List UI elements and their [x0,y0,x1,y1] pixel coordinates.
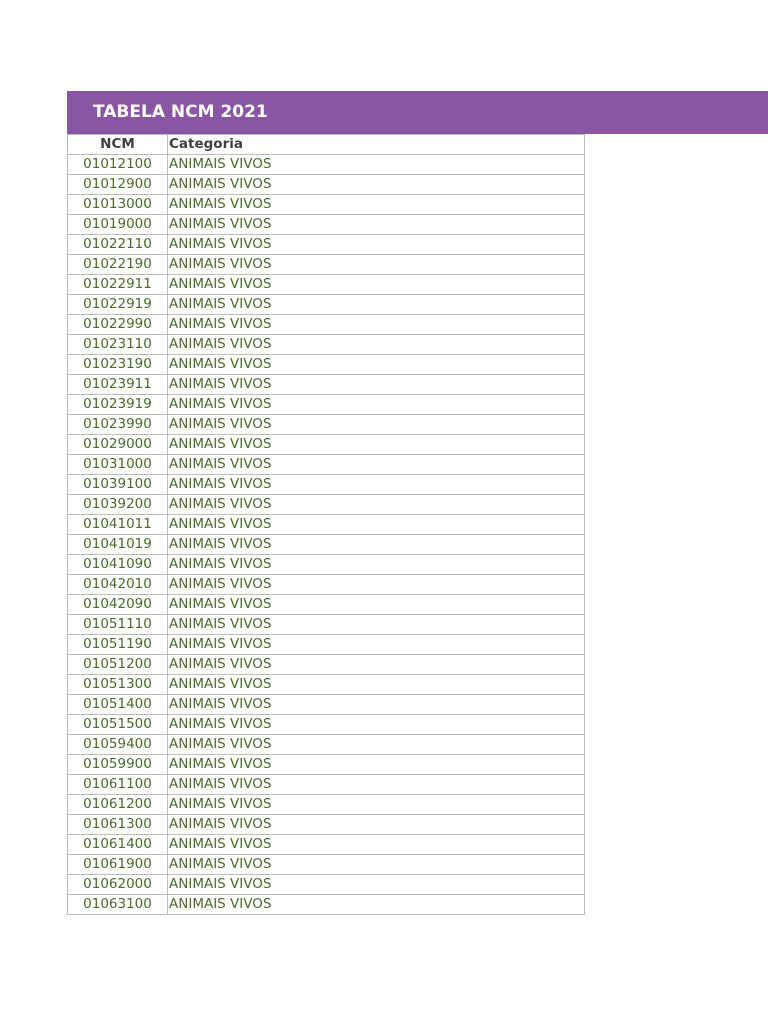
categoria-cell: ANIMAIS VIVOS [168,695,585,715]
ncm-cell: 01022911 [68,275,168,295]
categoria-cell: ANIMAIS VIVOS [168,395,585,415]
categoria-cell: ANIMAIS VIVOS [168,615,585,635]
categoria-cell: ANIMAIS VIVOS [168,215,585,235]
ncm-cell: 01061100 [68,775,168,795]
ncm-cell: 01022190 [68,255,168,275]
table-row [68,375,585,395]
table-row [68,195,585,215]
ncm-cell: 01031000 [68,455,168,475]
table-row [68,295,585,315]
table-row [68,175,585,195]
table-row [68,155,585,175]
table-row [68,515,585,535]
page-title: TABELA NCM 2021 [93,102,268,122]
ncm-cell: 01039200 [68,495,168,515]
categoria-cell: ANIMAIS VIVOS [168,175,585,195]
ncm-cell: 01051400 [68,695,168,715]
ncm-cell: 01039100 [68,475,168,495]
ncm-cell: 01023919 [68,395,168,415]
ncm-cell: 01051110 [68,615,168,635]
categoria-cell: ANIMAIS VIVOS [168,795,585,815]
categoria-cell: ANIMAIS VIVOS [168,535,585,555]
categoria-cell: ANIMAIS VIVOS [168,715,585,735]
table-row [68,535,585,555]
categoria-cell: ANIMAIS VIVOS [168,495,585,515]
table-row [68,575,585,595]
categoria-cell: ANIMAIS VIVOS [168,735,585,755]
ncm-cell: 01041019 [68,535,168,555]
categoria-cell: ANIMAIS VIVOS [168,355,585,375]
column-header-categoria: Categoria [168,135,585,155]
categoria-cell: ANIMAIS VIVOS [168,155,585,175]
ncm-cell: 01041011 [68,515,168,535]
table-row [68,255,585,275]
table-row [68,675,585,695]
table-row [68,895,585,915]
table-row [68,855,585,875]
categoria-cell: ANIMAIS VIVOS [168,415,585,435]
categoria-cell: ANIMAIS VIVOS [168,195,585,215]
categoria-cell: ANIMAIS VIVOS [168,275,585,295]
table-row [68,795,585,815]
ncm-cell: 01061200 [68,795,168,815]
ncm-cell: 01051500 [68,715,168,735]
table-row [68,395,585,415]
categoria-cell: ANIMAIS VIVOS [168,655,585,675]
table-row [68,315,585,335]
categoria-cell: ANIMAIS VIVOS [168,455,585,475]
ncm-cell: 01022990 [68,315,168,335]
categoria-cell: ANIMAIS VIVOS [168,335,585,355]
ncm-cell: 01022110 [68,235,168,255]
table-header [68,135,585,155]
categoria-cell: ANIMAIS VIVOS [168,375,585,395]
ncm-cell: 01059400 [68,735,168,755]
ncm-cell: 01061400 [68,835,168,855]
categoria-cell: ANIMAIS VIVOS [168,835,585,855]
ncm-cell: 01041090 [68,555,168,575]
table-row [68,835,585,855]
categoria-cell: ANIMAIS VIVOS [168,595,585,615]
table-row [68,715,585,735]
ncm-cell: 01042010 [68,575,168,595]
table-row [68,235,585,255]
categoria-cell: ANIMAIS VIVOS [168,855,585,875]
header-row [68,135,585,155]
categoria-cell: ANIMAIS VIVOS [168,295,585,315]
table-row [68,495,585,515]
ncm-cell: 01029000 [68,435,168,455]
categoria-cell: ANIMAIS VIVOS [168,555,585,575]
table-row [68,435,585,455]
table-row [68,275,585,295]
categoria-cell: ANIMAIS VIVOS [168,515,585,535]
table-row [68,695,585,715]
table-body [68,155,585,915]
ncm-cell: 01023911 [68,375,168,395]
categoria-cell: ANIMAIS VIVOS [168,475,585,495]
categoria-cell: ANIMAIS VIVOS [168,675,585,695]
categoria-cell: ANIMAIS VIVOS [168,255,585,275]
table-row [68,655,585,675]
ncm-cell: 01063100 [68,895,168,915]
table-row [68,215,585,235]
ncm-cell: 01059900 [68,755,168,775]
table-row [68,455,585,475]
ncm-cell: 01022919 [68,295,168,315]
ncm-cell: 01019000 [68,215,168,235]
column-header-ncm: NCM [68,135,168,155]
table-row [68,775,585,795]
table-row [68,735,585,755]
ncm-cell: 01061300 [68,815,168,835]
categoria-cell: ANIMAIS VIVOS [168,575,585,595]
table-row [68,415,585,435]
ncm-cell: 01023190 [68,355,168,375]
categoria-cell: ANIMAIS VIVOS [168,815,585,835]
table-row [68,555,585,575]
ncm-cell: 01062000 [68,875,168,895]
categoria-cell: ANIMAIS VIVOS [168,315,585,335]
ncm-cell: 01023110 [68,335,168,355]
ncm-cell: 01051190 [68,635,168,655]
table-row [68,815,585,835]
table-row [68,875,585,895]
ncm-cell: 01013000 [68,195,168,215]
title-bar [67,91,768,134]
categoria-cell: ANIMAIS VIVOS [168,775,585,795]
ncm-cell: 01012900 [68,175,168,195]
categoria-cell: ANIMAIS VIVOS [168,635,585,655]
table-row [68,595,585,615]
ncm-table [67,134,585,915]
table-row [68,355,585,375]
table-row [68,755,585,775]
categoria-cell: ANIMAIS VIVOS [168,435,585,455]
categoria-cell: ANIMAIS VIVOS [168,895,585,915]
ncm-cell: 01061900 [68,855,168,875]
ncm-cell: 01023990 [68,415,168,435]
table-row [68,615,585,635]
categoria-cell: ANIMAIS VIVOS [168,875,585,895]
ncm-cell: 01051200 [68,655,168,675]
categoria-cell: ANIMAIS VIVOS [168,755,585,775]
categoria-cell: ANIMAIS VIVOS [168,235,585,255]
ncm-cell: 01051300 [68,675,168,695]
table-row [68,635,585,655]
table-row [68,475,585,495]
ncm-cell: 01042090 [68,595,168,615]
ncm-cell: 01012100 [68,155,168,175]
table-row [68,335,585,355]
